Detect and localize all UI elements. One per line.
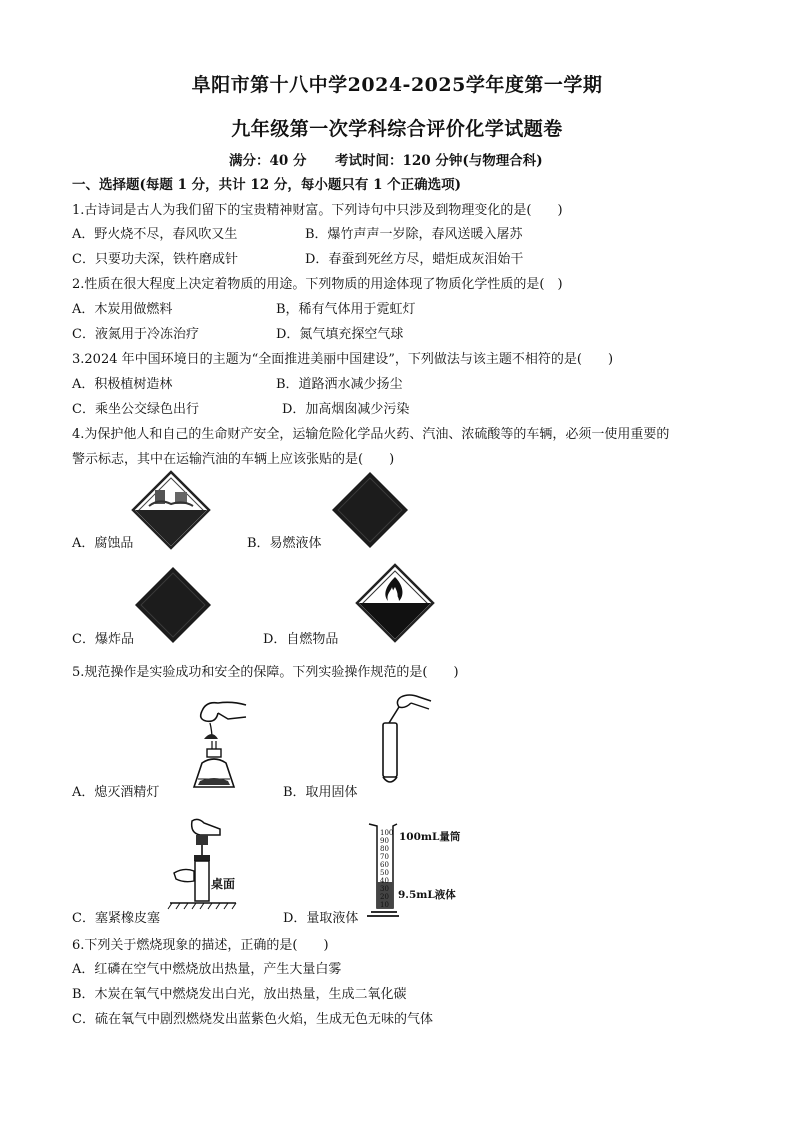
cylinder-tick-label: 80 xyxy=(380,845,389,853)
q1-option-c: C．只要功夫深，铁杵磨成针 xyxy=(72,252,238,267)
q5-option-b: B．取用固体 xyxy=(283,785,358,800)
cylinder-tick-label: 30 xyxy=(380,885,389,893)
q1-option-d: D．春蚕到死丝方尽，蜡炬成灰泪始干 xyxy=(305,252,524,267)
q2-option-b: B，稀有气体用于霓虹灯 xyxy=(276,302,416,317)
liquid-volume-label: 9.5mL液体 xyxy=(398,889,456,901)
cylinder-tick-label: 20 xyxy=(380,893,389,901)
q3-stem: 3.2024 年中国环境日的主题为“全面推进美丽中国建设”，下列做法与该主题不相符的是( ) xyxy=(72,352,614,367)
q4-option-a: A．腐蚀品 xyxy=(72,536,134,551)
q4-option-c: C．爆炸品 xyxy=(72,632,134,647)
cylinder-tick-label: 10 xyxy=(380,901,389,909)
explosive-sign-icon xyxy=(134,566,212,644)
q5-option-d: D．量取液体 xyxy=(283,911,359,926)
q5-option-a: A．熄灭酒精灯 xyxy=(72,785,160,800)
q3-option-d: D．加高烟囱减少污染 xyxy=(282,402,410,417)
q4-option-b: B．易燃液体 xyxy=(247,536,322,551)
school-title: 阜阳市第十八中学2024-2025学年度第一学期 xyxy=(191,74,603,96)
cylinder-tick-label: 60 xyxy=(380,861,389,869)
q2-option-c: C．液氮用于冷冻治疗 xyxy=(72,327,199,342)
spontaneous-combustion-sign-icon xyxy=(355,563,435,643)
q2-option-d: D．氮气填充探空气球 xyxy=(276,327,404,342)
full-marks: 满分：40 分 xyxy=(229,153,307,169)
cylinder-tick-label: 70 xyxy=(380,853,389,861)
cylinder-tick-label: 40 xyxy=(380,877,389,885)
q2-stem: 2.性质在很大程度上决定着物质的用途。下列物质的用途体现了物质化学性质的是( ) xyxy=(72,277,563,292)
q6-option-b: B．木炭在氧气中燃烧发出白光，放出热量，生成二氧化碳 xyxy=(72,987,407,1002)
cylinder-tick-label: 90 xyxy=(380,837,389,845)
q1-option-b: B．爆竹声声一岁除，春风送暖入屠苏 xyxy=(305,227,523,242)
q5-option-c: C．塞紧橡皮塞 xyxy=(72,911,160,926)
q1-option-a: A．野火烧不尽，春风吹又生 xyxy=(72,227,238,242)
q6-option-c: C．硫在氧气中剧烈燃烧发出蓝紫色火焰，生成无色无味的气体 xyxy=(72,1012,433,1027)
section-heading: 一、选择题(每题 1 分，共计 12 分，每小题只有 1 个正确选项) xyxy=(72,177,462,193)
q6-stem: 6.下列关于燃烧现象的描述，正确的是( ) xyxy=(72,938,329,953)
rubber-stopper-figure-icon xyxy=(170,817,240,915)
q5-stem: 5.规范操作是实验成功和安全的保障。下列实验操作规范的是( ) xyxy=(72,665,459,680)
flammable-liquid-sign-icon xyxy=(331,471,409,549)
q3-option-b: B．道路洒水减少扬尘 xyxy=(276,377,403,392)
q4-stem-line1: 4.为保护他人和自己的生命财产安全，运输危险化学品火药、汽油、浓硫酸等的车辆，必须一使用重要的 xyxy=(72,427,670,442)
corrosive-sign-icon xyxy=(131,470,211,550)
cylinder-tick-label: 50 xyxy=(380,869,389,877)
q3-option-c: C．乘坐公交绿色出行 xyxy=(72,402,199,417)
cylinder-tick-label: 100 xyxy=(380,829,394,837)
table-label: 桌面 xyxy=(211,877,236,891)
cylinder-label: 100mL量筒 xyxy=(399,831,461,843)
q4-option-d: D．自燃物品 xyxy=(263,632,339,647)
q6-option-a: A．红磷在空气中燃烧放出热量，产生大量白雾 xyxy=(72,962,342,977)
q2-option-a: A．木炭用做燃料 xyxy=(72,302,173,317)
alcohol-lamp-figure-icon xyxy=(188,695,250,795)
q3-option-a: A．积极植树造林 xyxy=(72,377,173,392)
exam-time: 考试时间：120 分钟(与物理合科) xyxy=(335,153,543,169)
q1-stem: 1.古诗词是古人为我们留下的宝贵精神财富。下列诗句中只涉及到物理变化的是( ) xyxy=(72,203,563,218)
exam-title: 九年级第一次学科综合评价化学试题卷 xyxy=(231,118,563,140)
test-tube-solid-figure-icon xyxy=(369,693,433,787)
q4-stem-line2: 警示标志，其中在运输汽油的车辆上应该张贴的是( ) xyxy=(72,452,395,467)
